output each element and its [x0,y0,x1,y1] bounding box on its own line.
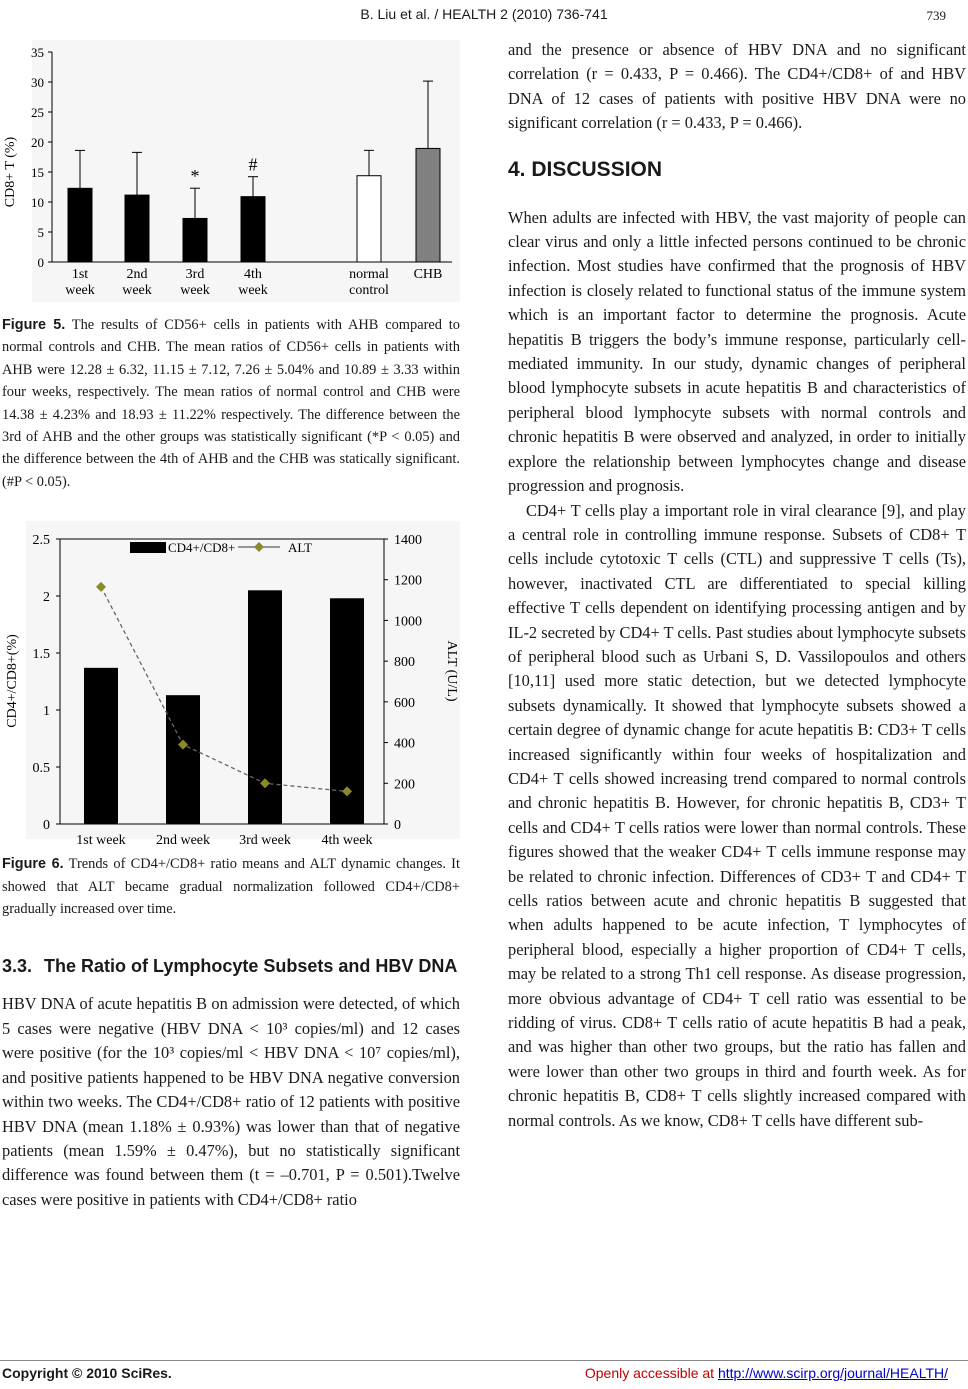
footer-journal-link[interactable]: http://www.scirp.org/journal/HEALTH/ [717,1365,948,1381]
x-category-label-line: control [349,283,389,298]
footer-copyright: Copyright © 2010 SciRes. [2,1365,172,1381]
figure-6 [2,521,460,849]
bar-4 [241,197,265,262]
x-category-label-line: 1st [71,267,89,282]
figure-5-ylabel: CD8+ T (%) [3,136,18,208]
figure-6-chart [2,521,460,849]
page-number: 739 [926,8,946,23]
bar-5 [357,176,381,262]
y-left-tick-label: 1 [43,704,50,720]
bar-2 [125,195,149,262]
x-category-label-line: 2nd [126,267,148,282]
y-right-tick-label: 1200 [394,573,422,589]
x-category-label-line: normal [349,267,389,282]
figure-6-caption-text: Trends of CD4+/CD8+ ratio means and ALT dynamic changes. It showed that ALT became gradual normalization followed CD4+/CD8+ gradually increased over time. [2,856,460,918]
y-left-tick-label: 0 [43,818,50,834]
y-tick-label: 30 [31,75,44,90]
figure-6-ylabel-left: CD4+/CD8+(%) [5,634,20,729]
y-right-tick-label: 1400 [394,533,422,549]
bar-1 [68,188,92,262]
bar-6 [416,148,440,262]
figure-5-caption-text: The results of CD56+ cells in patients with AHB compared to normal controls and CHB. The mean ratios of CD56+ cells in patients with AHB were 12.28 ± 6.32, 11.15 ± 7.12, 7.26 ± 5.04% and 10.89 ± 3.33 within four weeks, respectively. The mean ratios of normal control and CHB were 14.38 ± 4.23% and 18.93 ± 11.22% respectively. The difference between the 3rd of AHB and the other groups was statistically significant (*P < 0.05) and the difference between the 4th of AHB and the CHB was statically significant. (#P < 0.05). [2,317,460,490]
y-tick-label: 5 [37,225,44,240]
y-left-tick-label: 1.5 [32,647,50,663]
section-4-heading: 4. DISCUSSION [508,157,663,181]
y-right-tick-label: 1000 [394,614,422,630]
x-category-label: 4th week [321,833,373,849]
y-tick-label: 35 [31,45,44,60]
footer-access [585,1365,948,1381]
y-left-tick-label: 2.5 [32,533,50,549]
figure-6-caption [2,853,460,920]
left-column [2,40,460,1212]
legend-bar-label: CD4+/CD8+ [168,540,236,556]
significance-mark: # [248,154,258,175]
y-right-tick-label: 600 [394,696,415,712]
x-category-label [122,267,152,298]
y-tick-label: 20 [31,135,44,150]
discussion-paragraph-1: When adults are infected with HBV, the vast majority of people can clear virus and only a little infected persons continued to be chronic infection. Most studies have confirmed that the prognosis of HBV infection is closely related to functional status of the immune system which is an important factor to determine the prognosis. Acute hepatitis B triggers the body’s immune response, particularly cell-mediated immunity. In our study, dynamic changes of peripheral blood lymphocyte subsets in acute hepatitis B and characteristics of peripheral blood lymphocyte subsets with normal controls and chronic hepatitis B were observed and analyzed, in order to initially explore the relationship between lymphocytes change and disease progression and prognosis. [508,207,966,496]
y-tick-label: 15 [31,165,44,180]
figure-6-caption-label: Figure 6. [2,856,64,873]
x-category-label-line: week [238,283,268,298]
right-top-paragraph: and the presence or absence of HBV DNA and no significant correlation (r = 0.433, P = 0.466). The CD4+/CD8+ of and HBV DNA of 12 cases of patients with positive HBV DNA were no significant correlation (r = 0.433, P = 0.466). [508,40,966,133]
y-right-tick-label: 0 [394,818,401,834]
footer-rule [0,1360,968,1361]
x-category-label-line: week [180,283,210,298]
x-category-label-line: week [65,283,95,298]
y-left-tick-label: 0.5 [32,761,50,777]
x-category-label [414,267,443,282]
figure-5 [2,40,460,302]
right-column [508,38,966,1133]
footer [0,1365,968,1385]
y-right-tick-label: 200 [394,777,415,793]
cd4-cd8-bar-1 [84,668,118,824]
significance-mark: * [190,166,200,187]
figure-5-caption [2,314,460,493]
y-tick-label: 25 [31,105,44,120]
running-header: B. Liu et al. / HEALTH 2 (2010) 736-741 [360,6,608,22]
legend-line-label: ALT [288,540,313,556]
cd4-cd8-bar-3 [248,591,282,825]
section-3-3-title: The Ratio of Lymphocyte Subsets and HBV DNA [44,956,458,977]
y-left-tick-label: 2 [43,590,50,606]
figure-6-ylabel-right: ALT (U/L) [444,640,459,702]
bar-3 [183,218,207,262]
section-3-3-number: 3.3. [2,956,33,977]
x-category-label-line: week [122,283,152,298]
footer-access-prefix: Openly accessible at [584,1365,718,1381]
y-right-tick-label: 400 [394,736,415,752]
section-3-3-heading [2,954,460,978]
x-category-label-line: CHB [413,267,443,282]
x-category-label: 1st week [76,833,126,849]
x-category-label [349,267,389,298]
cd4-cd8-bar-2 [166,695,200,824]
figure-5-caption-label: Figure 5. [2,317,66,333]
section-3-3-paragraph: HBV DNA of acute hepatitis B on admission were detected, of which 5 cases were negative (HBV DNA < 10³ copies/ml) and 12 cases were positive (for the 10³ copies/ml < HBV DNA < 10⁷ copies/ml), and positive patients happened to be HBV DNA negative conversion within two weeks. The CD4+/CD8+ ratio of 12 patients with positive HBV DNA (mean 1.18% ± 0.93%) was lower than that of negative patients (mean 1.59% ± 0.47%), but no statistically significant difference was found between them (t = –0.701, P = 0.501).Twelve cases were positive in patients with CD4+/CD8+ ratio [2,994,460,1209]
y-tick-label: 10 [31,195,44,210]
legend-bar-swatch [130,542,166,553]
x-category-label: 3rd week [239,833,291,849]
x-category-label-line: 4th [244,267,262,282]
figure-5-chart [2,40,460,302]
x-category-label: 2nd week [155,833,211,849]
y-right-tick-label: 800 [394,655,415,671]
discussion-paragraph-2: CD4+ T cells play a important role in viral clearance [9], and play a central role in controlling immune response. Subsets of CD8+ T cells include cytotoxic T cells (CTL) and suppressive T cells (Ts), however, inactivated CTL are differentiated to special killing effective T cells dependent on identifying processing antigen and by IL-2 secreted by CD4+ T cells. Past studies about lymphocyte subsets of peripheral blood such as Urbani S, D. Vassilopoulos and others [10,11] used more static detection, but we detected lymphocyte subsets dynamically. It showed that lymphocyte subsets showed a certain degree of dynamic change for acute hepatitis B: CD3+ T cells increased significantly within four weeks of hospitalization and CD4+ T cells showed increasing trend compared to normal controls and chronic hepatitis B. However, for chronic hepatitis B, CD3+ T cells and CD4+ T cells ratios were lower than normal controls. These figures showed that the weaker CD4+ T cells immune response may be related to chronic infection. Differences of CD3+ T and CD4+ T cells ratios between acute and chronic hepatitis B suggested that when adults happened to be acute infection, T lymphocytes of peripheral blood, especially a higher proportion of CD4+ T cells, may be related to a strong Th1 cell response. As disease progression, more obvious advantage of CD4+ T cell ratio was essential to be ridding of virus. CD8+ T cells ratio of acute hepatitis B had a peak, and was higher than other two groups, but the ratio has fallen and were lower than other two groups in third and fourth week. As for chronic hepatitis B, CD8+ T cells slightly increased compared with normal controls. As we know, CD8+ T cells have different sub- [508,500,966,1130]
y-tick-label: 0 [37,255,44,270]
x-category-label-line: 3rd [185,267,205,282]
